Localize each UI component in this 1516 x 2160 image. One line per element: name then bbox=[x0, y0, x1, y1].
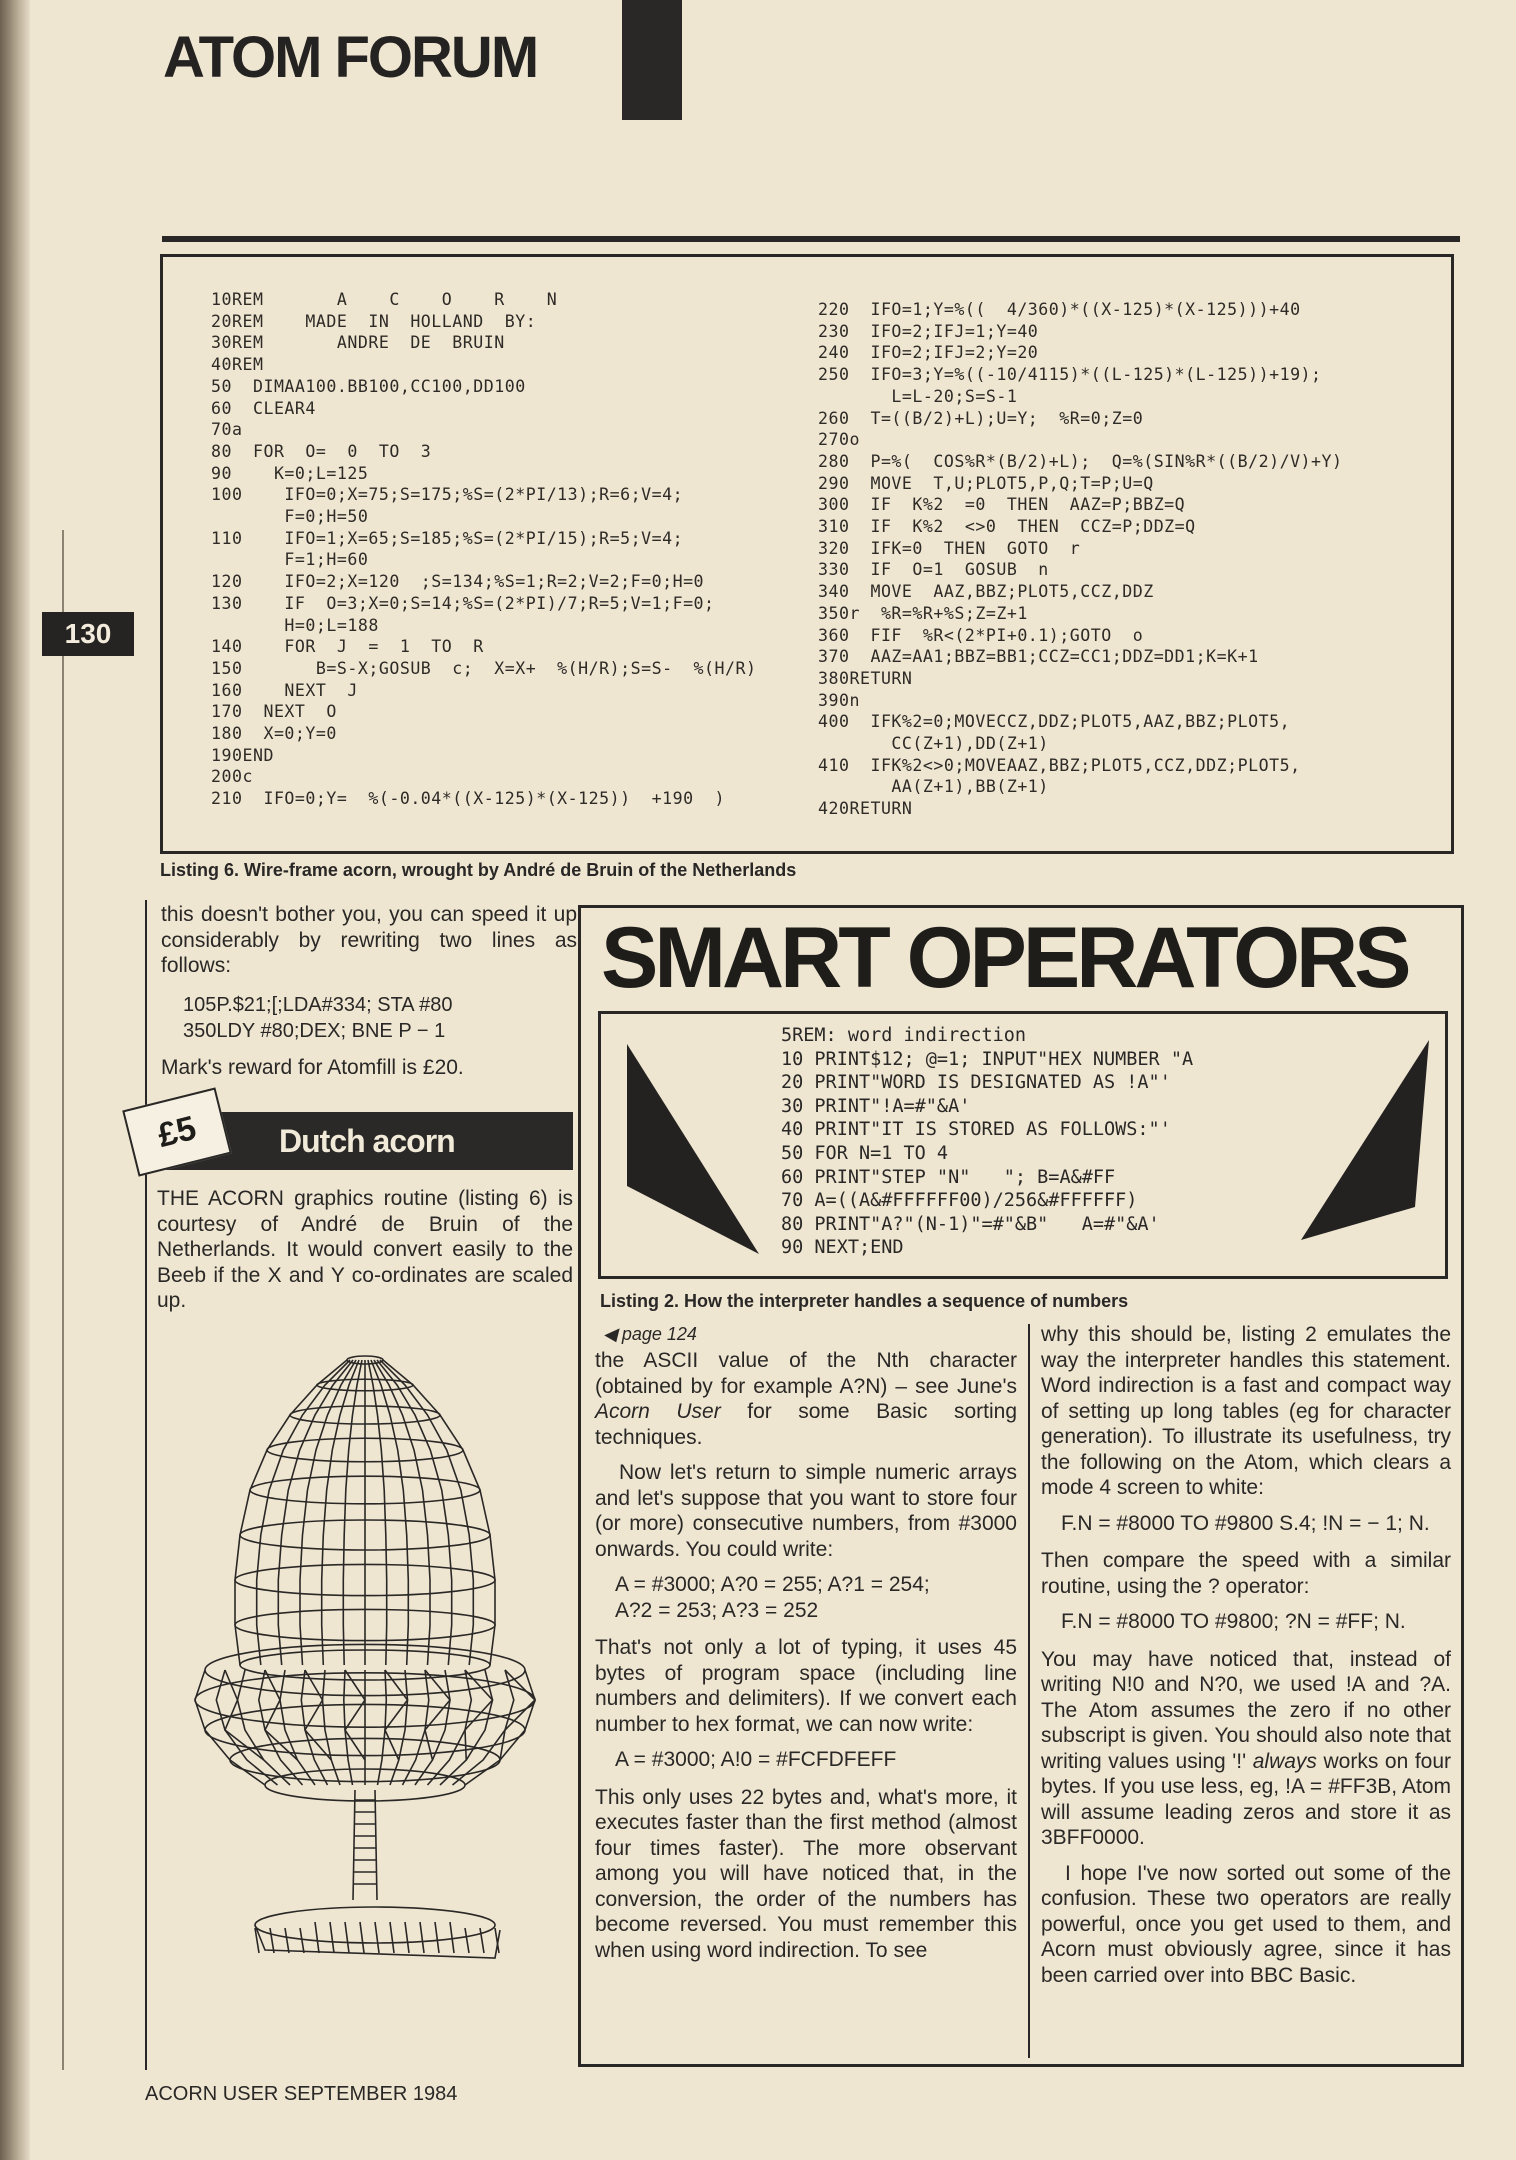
acorn-wire bbox=[345, 1670, 365, 1760]
code-line: 20 PRINT"WORD IS DESIGNATED AS !A"' bbox=[781, 1072, 1171, 1094]
acorn-wire bbox=[415, 1670, 450, 1785]
equation: F.N = #8000 TO #9800; ?N = #FF; N. bbox=[1061, 1610, 1406, 1633]
code-line: 380RETURN bbox=[818, 668, 913, 688]
code-line: 350r %R=%R+%S;Z=Z+1 bbox=[818, 603, 1028, 623]
acorn-wire bbox=[360, 1922, 364, 1953]
listing-6-column-2 bbox=[818, 299, 1343, 820]
acorn-wire bbox=[375, 1922, 379, 1953]
acorn-wire bbox=[383, 1360, 495, 1665]
acorn-wire bbox=[280, 1670, 315, 1785]
paragraph: I hope I've now sorted out some of the confusion. These two operators are really powerful, once you get used to them, and Acorn must obviously agree, since it has been carried over into BBC Basic. bbox=[1041, 1861, 1451, 1987]
code-line: 10REM A C O R N bbox=[211, 290, 558, 309]
listing-6-caption: Listing 6. Wire-frame acorn, wrought by André de Bruin of the Netherlands bbox=[160, 860, 797, 880]
code-line: AA(Z+1),BB(Z+1) bbox=[818, 777, 1049, 797]
acorn-wire bbox=[330, 1922, 334, 1953]
paragraph: why this should be, listing 2 emulates the way the interpreter handles this statement. Word indirection is a fast and compact way of setting up long tables (eg for character generation). To illustrate its usefulness, try the following on the Atom, which clears a mode 4 screen to white: bbox=[1041, 1323, 1451, 1499]
code-line: 300 IF K%2 =0 THEN AAZ=P;BBZ=Q bbox=[818, 495, 1186, 515]
paragraph: You may have noticed that, instead of writing N!0 and N?0, we used !A and ?A. The Atom assumes the zero if no other subscript is given. You should also note that writing values using '!' always works on four bytes. If you use less, eg, !A = #FF3B, Atom will assume leading zeros and store it as 3BFF0000. bbox=[1041, 1647, 1452, 1849]
acorn-wire bbox=[305, 1670, 331, 1760]
equation-line: A?2 = 253; A?3 = 252 bbox=[615, 1598, 819, 1622]
acorn-wire bbox=[300, 1928, 304, 1953]
acorn-wire bbox=[315, 1922, 319, 1953]
header-block bbox=[622, 0, 682, 120]
acorn-wire bbox=[480, 1928, 484, 1953]
code-line: 5REM: word indirection bbox=[781, 1025, 1027, 1046]
dutch-acorn-paragraph: THE ACORN graphics routine (listing 6) is courtesy of André de Bruin of the Netherlands. It would convert easily to the Beeb if the X and Y co-ordinates are scaled up. bbox=[157, 1187, 573, 1312]
dutch-acorn-heading: Dutch acorn bbox=[163, 1112, 573, 1170]
acorn-wire bbox=[259, 1670, 303, 1785]
equation bbox=[595, 1572, 1017, 1623]
code-line: 270o bbox=[818, 430, 860, 450]
acorn-wire bbox=[450, 1922, 454, 1953]
magazine-footer: ACORN USER SEPTEMBER 1984 bbox=[145, 2083, 458, 2105]
code-line: 20REM MADE IN HOLLAND BY: bbox=[211, 311, 537, 331]
code-line: 330 IF O=1 GOSUB n bbox=[818, 560, 1049, 580]
code-line: 180 X=0;Y=0 bbox=[211, 724, 337, 744]
page-reference[interactable]: ◀ page 124 bbox=[603, 1324, 697, 1344]
code-line: 190END bbox=[211, 745, 274, 765]
code-line: 310 IF K%2 <>0 THEN CCZ=P;DDZ=Q bbox=[818, 517, 1196, 537]
paragraph: Now let's return to simple numeric arrays and let's suppose that you want to store four (or more) consecutive numbers, from #3000 onwards. You could write: bbox=[595, 1461, 1017, 1561]
acorn-wire bbox=[257, 1360, 350, 1665]
code-line: 410 IFK%2<>0;MOVEAAZ,BBZ;PLOT5,CCZ,DDZ;PLOT5, bbox=[818, 755, 1301, 775]
listing-6-column-1 bbox=[211, 289, 757, 810]
acorn-wire bbox=[428, 1670, 472, 1785]
equation: F.N = #8000 TO #9800 S.4; !N = − 1; N. bbox=[1061, 1511, 1430, 1535]
section-header-title: ATOM FORUM bbox=[163, 25, 538, 90]
prize-badge: £5 bbox=[122, 1087, 232, 1176]
acorn-wire bbox=[435, 1922, 439, 1953]
code-line: H=0;L=188 bbox=[211, 615, 379, 635]
code-line: F=1;H=60 bbox=[211, 550, 369, 570]
code-line: CC(Z+1),DD(Z+1) bbox=[818, 734, 1049, 754]
acorn-wire bbox=[420, 1922, 424, 1953]
code-line: 130 IF O=3;X=0;S=14;%S=(2*PI)/7;R=5;V=1;F=0; bbox=[211, 593, 715, 613]
paragraph: Then compare the speed with a similar routine, using the ? operator: bbox=[1041, 1549, 1451, 1598]
code-line: 80 FOR O= 0 TO 3 bbox=[211, 441, 432, 461]
code-line: 150 B=S-X;GOSUB c; X=X+ %(H/R);S=S- %(H/R) bbox=[211, 658, 757, 678]
code-line: 360 FIF %R<(2*PI+0.1);GOTO o bbox=[818, 625, 1144, 645]
code-line: 210 IFO=0;Y= %(-0.04*((X-125)*(X-125)) +190 ) bbox=[211, 789, 726, 809]
left-column-rule bbox=[145, 900, 147, 2070]
code-line: 30 PRINT"!A=#"&A' bbox=[781, 1095, 971, 1117]
page-number: 130 bbox=[42, 612, 134, 656]
acorn-wire bbox=[390, 1922, 394, 1953]
article-column-1 bbox=[595, 1348, 1017, 1973]
paragraph: This only uses 22 bytes and, what's more, it executes faster than the first method (almost four times faster). The more observant among you will have noticed that, in the conversion, the order of the numbers has become reversed. You must remember this when using word indirection. To see bbox=[595, 1785, 1017, 1962]
right-triangle-graphic bbox=[1291, 1032, 1441, 1262]
code-line: 120 IFO=2;X=120 ;S=134;%S=1;R=2;V=2;F=0;H=0 bbox=[211, 572, 705, 592]
code-line: 240 IFO=2;IFJ=2;Y=20 bbox=[818, 343, 1039, 363]
code-line: 60 CLEAR4 bbox=[211, 398, 316, 418]
code-line: 110 IFO=1;X=65;S=185;%S=(2*PI/15);R=5;V=4; bbox=[211, 528, 684, 548]
acorn-wire bbox=[235, 1360, 347, 1665]
intro-paragraph: this doesn't bother you, you can speed it up considerably by rewriting two lines as follows: bbox=[161, 903, 577, 977]
code-line: 50 FOR N=1 TO 4 bbox=[781, 1142, 949, 1164]
code-line: 290 MOVE T,U;PLOT5,P,Q;T=P;U=Q bbox=[818, 473, 1154, 493]
code-line: 260 T=((B/2)+L);U=Y; %R=0;Z=0 bbox=[818, 408, 1144, 428]
code-line: 70 A=((A&#FFFFFF00)/256&#FFFFFF) bbox=[781, 1190, 1138, 1212]
top-rule bbox=[162, 236, 1460, 242]
code-line: 70a bbox=[211, 420, 243, 440]
code-line: 140 FOR J = 1 TO R bbox=[211, 637, 484, 657]
code-line: 230 IFO=2;IFJ=1;Y=40 bbox=[818, 321, 1039, 341]
code-line: 80 PRINT"A?"(N-1)"=#"&B" A=#"&A' bbox=[781, 1213, 1160, 1235]
code-line: 220 IFO=1;Y=%(( 4/360)*((X-125)*(X-125)))+40 bbox=[818, 300, 1301, 319]
code-line: 170 NEXT O bbox=[211, 702, 337, 722]
acorn-wire bbox=[385, 1670, 408, 1760]
smart-operators-title: SMART OPERATORS bbox=[601, 910, 1408, 1006]
listing-6-box bbox=[160, 254, 1454, 854]
equation-line: A = #3000; A?0 = 255; A?1 = 254; bbox=[615, 1573, 930, 1596]
column-divider bbox=[1028, 1324, 1030, 2058]
code-line: 10 PRINT$12; @=1; INPUT"HEX NUMBER "A bbox=[781, 1048, 1194, 1070]
code-line: 50 DIMAA100.BB100,CC100,DD100 bbox=[211, 376, 526, 396]
listing-2-code bbox=[781, 1024, 1193, 1260]
code-line: 60 PRINT"STEP "N" "; B=A&#FF bbox=[781, 1166, 1116, 1188]
acorn-wire bbox=[285, 1928, 289, 1953]
code-line-1: 105P.$21;[;LDA#334; STA #80 bbox=[183, 994, 453, 1016]
equation: A = #3000; A!0 = #FCFDFEFF bbox=[615, 1748, 897, 1771]
code-line: L=L-20;S=S-1 bbox=[818, 386, 1018, 406]
code-line: 100 IFO=0;X=75;S=175;%S=(2*PI/13);R=6;V=4; bbox=[211, 485, 684, 505]
listing-2-box bbox=[598, 1011, 1448, 1279]
acorn-wire bbox=[405, 1922, 409, 1953]
paragraph: That's not only a lot of typing, it uses 45 bytes of program space (including line numbers and delimiters). If we convert each number to hex format, we can now write: bbox=[595, 1636, 1017, 1736]
code-snippet bbox=[183, 992, 452, 1044]
code-line: 420RETURN bbox=[818, 799, 913, 819]
left-triangle-graphic bbox=[619, 1036, 769, 1261]
acorn-wire bbox=[465, 1928, 469, 1953]
acorn-wire bbox=[380, 1360, 473, 1665]
reward-paragraph: Mark's reward for Atomfill is £20. bbox=[161, 1056, 464, 1079]
code-line: 40REM bbox=[211, 355, 264, 375]
code-line: 340 MOVE AAZ,BBZ;PLOT5,CCZ,DDZ bbox=[818, 582, 1154, 602]
code-line: 280 P=%( COS%R*(B/2)+L); Q=%(SIN%R*((B/2)/V)+Y) bbox=[818, 451, 1343, 471]
paragraph: the ASCII value of the Nth character (obtained by for example A?N) – see June's Acorn User for some Basic sorting techniques. bbox=[595, 1349, 1017, 1449]
code-line: 250 IFO=3;Y=%((-10/4115)*((L-125)*(L-125))+19); bbox=[818, 365, 1322, 385]
page-spine bbox=[0, 0, 30, 2160]
code-line: 320 IFK=0 THEN GOTO r bbox=[818, 538, 1081, 558]
code-line: 200c bbox=[211, 767, 253, 787]
smart-operators-box bbox=[578, 905, 1464, 2067]
code-line: 30REM ANDRE DE BRUIN bbox=[211, 333, 505, 353]
acorn-wire bbox=[270, 1928, 274, 1953]
code-line: 40 PRINT"IT IS STORED AS FOLLOWS:"' bbox=[781, 1119, 1171, 1141]
code-line-2: 350LDY #80;DEX; BNE P − 1 bbox=[183, 1020, 446, 1042]
code-line: 390n bbox=[818, 690, 860, 710]
code-line: 400 IFK%2=0;MOVECCZ,DDZ;PLOT5,AAZ,BBZ;PLOT5, bbox=[818, 712, 1291, 732]
margin-rule bbox=[62, 530, 64, 2070]
code-line: 370 AAZ=AA1;BBZ=BB1;CCZ=CC1;DDZ=DD1;K=K+1 bbox=[818, 647, 1259, 667]
wireframe-acorn-illustration bbox=[155, 1340, 575, 1980]
acorn-wire bbox=[345, 1922, 349, 1953]
code-line: 160 NEXT J bbox=[211, 680, 358, 700]
article-column-2 bbox=[1041, 1322, 1451, 1998]
code-line: 90 K=0;L=125 bbox=[211, 463, 369, 483]
code-line: 90 NEXT;END bbox=[781, 1237, 904, 1259]
listing-2-caption: Listing 2. How the interpreter handles a sequence of numbers bbox=[600, 1291, 1129, 1311]
code-line: F=0;H=50 bbox=[211, 507, 369, 527]
